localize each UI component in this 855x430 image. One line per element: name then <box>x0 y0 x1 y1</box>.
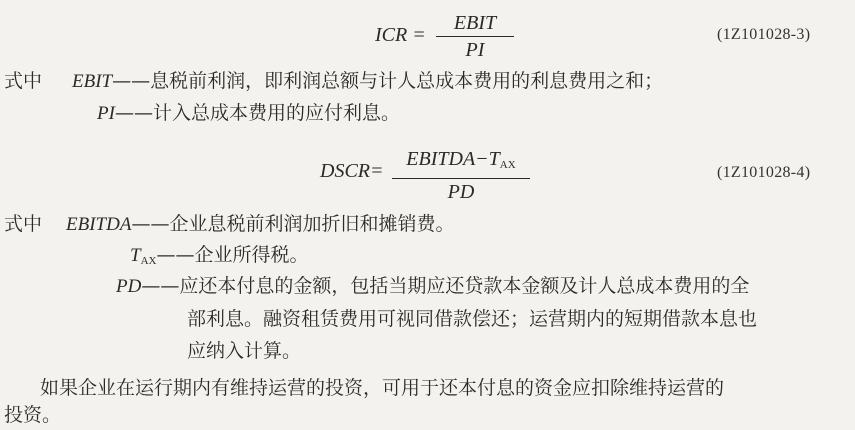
fraction-denominator: PI <box>465 39 485 61</box>
definition-dash: —— <box>156 244 195 266</box>
fraction-numerator: EBIT <box>453 12 497 34</box>
fraction-numerator: $EBITDA-T_{AX}$ <box>406 148 516 171</box>
equation-number: (1Z101028-4) <box>717 164 811 181</box>
definition-text: 计入总成本费用的应付利息。 <box>152 102 400 124</box>
definition-symbol: EBIT <box>72 71 113 92</box>
definition-text-continued: 部利息。融资租赁费用可视同借款偿还；运营期内的短期借款本息也 <box>187 308 758 330</box>
equation-lhs: ICR = <box>375 24 426 46</box>
fraction-denominator: PD <box>447 181 475 203</box>
fraction <box>436 10 514 63</box>
paragraph-line: 如果企业在运行期内有维持运营的投资，可用于还本付息的资金应扣除维持运营的 <box>40 377 725 399</box>
definition-dash: —— <box>112 70 151 92</box>
definition-dash: —— <box>131 213 170 235</box>
definition-symbol: PD <box>116 276 142 297</box>
definition-text: 息税前利润，即利润总额与计人总成本费用的利息费用之和； <box>150 70 664 92</box>
definition-item <box>116 271 749 302</box>
definition-dash: —— <box>114 102 153 124</box>
definition-text: 应还本付息的金额，包括当期应还贷款本金额及计人总成本费用的全 <box>179 275 750 297</box>
definition-text-continued: 应纳入计算。 <box>187 340 302 362</box>
definition-item <box>66 209 454 240</box>
definition-text: 企业所得税。 <box>194 244 309 266</box>
definition-symbol: EBITDA <box>66 214 132 235</box>
definition-item <box>97 98 400 129</box>
equation-lhs: DSCR= <box>320 160 384 182</box>
definition-lead: 式中 <box>4 70 43 92</box>
definition-symbol: $T_{AX}$ <box>130 245 157 267</box>
definition-symbol: PI <box>97 103 115 124</box>
equation-number: (1Z101028-3) <box>717 26 811 43</box>
definition-dash: —— <box>141 275 180 297</box>
definition-lead: 式中 <box>4 213 43 235</box>
fraction <box>392 146 530 205</box>
definition-item <box>72 66 663 97</box>
definition-text: 企业息税前利润加折旧和摊销费。 <box>169 213 455 235</box>
paragraph-line: 投资。 <box>4 404 62 426</box>
